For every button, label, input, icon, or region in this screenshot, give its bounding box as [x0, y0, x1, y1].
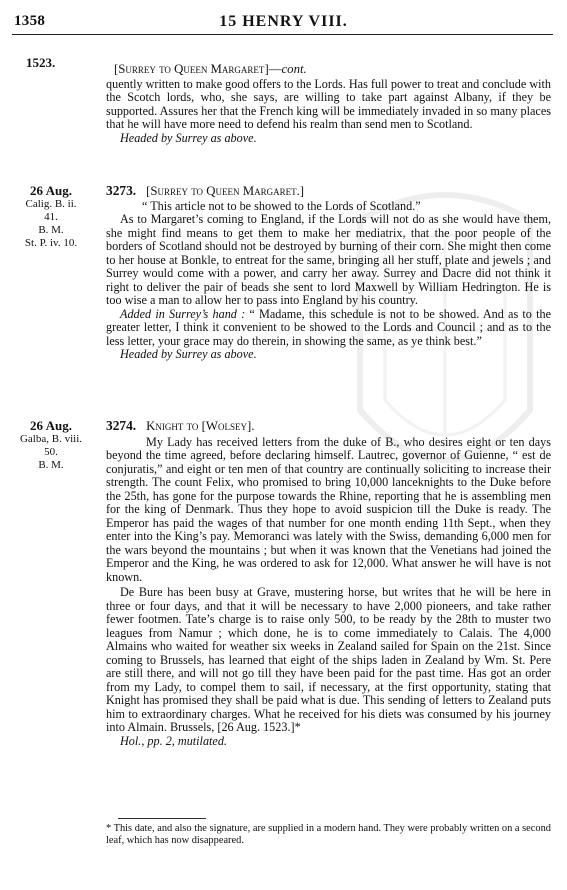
entry-3274-closing: Hol., pp. 2, mutilated.	[120, 733, 227, 748]
continued-marker: cont.	[281, 62, 307, 76]
running-title: 15 HENRY VIII.	[219, 13, 348, 30]
entry-3274-para-1: My Lady has received letters from the duke of B., who desires eight or ten days beyond the time agreed, before declaring himself. Lautrec, governor of Guienne, “ est de conjuratis,” and eight or ten men of that country are continually soliciting to increase their strength. The count Felix, who promised to bring 10,000 lanceknights to the Duke before the 25th, has gone for the purpose towards the Rhine, reporting that he is assembling men for the king of Denmark. Thus they hope to avoid suspicion till the Duke is ready. The Emperor has paid the wages of that number for one month ending 11th Sept., when they enter into the King’s pay. Memoranci was lately with the Swiss, demanding 6,000 men for the wars beyond the mountains ; but when it was known that the Venetians had joined the Emperor and the King, he was ordered to ask for 12,000. What answer he will have is not known.	[106, 434, 551, 584]
entry-3273-date: 26 Aug.	[30, 183, 72, 198]
entry-3273-sidebar	[6, 183, 96, 250]
entry-3274-para-2: De Bure has been busy at Grave, mustering horse, but writes that he will be here in three or four days, and that it will be necessary to have 2,000 pioneers, and take rather fewer footmen. Tate’s charge is to raise only 500, to be ready by the 28th to muster two leagues from Namur ; which done, he is to come immediately to Calais. The 4,000 Almains who waited for weather six weeks in Zealand sailed for Spain on the 21st. Since coming to Brussels, has learned that eight of the ships laden in Zealand by Wm. St. Pere are still there, and will not go till they have been paid for the past time. Has got an order from my Lady, to compel them to sail, if necessary, at the first opportunity, stating that Knight has promised they shall be paid what is due. This sending of letters to Zealand puts him to extraordinary charges. What he received for his diets was consumed by his journey into Almain. Brussels, [26 Aug. 1523.]*	[106, 585, 551, 734]
entry-continued-title: [Surrey to Queen Margaret]—cont.	[114, 62, 307, 76]
entry-3274-heading	[106, 419, 551, 434]
footnote-rule	[118, 818, 206, 819]
entry-3273-closing: Headed by Surrey as above.	[120, 347, 257, 361]
entry-3273-addition	[106, 308, 551, 349]
entry-continued-body: quently written to make good offers to the Lords. Has full power to treat and conclude with the Scotch lords, who, she says, are willing to take part against Albany, if they be supported. Assures her that the French king will be immediately invaded in so many places that he will have more need to defend his realm than send men to Scotland.	[106, 76, 551, 131]
year-label: 1523.	[26, 55, 56, 70]
entry-continued	[106, 63, 551, 145]
entry-3274-title: Knight to [Wolsey].	[146, 419, 255, 433]
entry-3273-title: Surrey to Queen Margaret.	[150, 184, 300, 198]
entry-3273-body: As to Margaret’s coming to England, if the Lords will not do as she would have them, she might find means to get them to make her mediatrix, that the poor people of the borders of Scotland should not be destroyed by burning of their corn. She might then come to her house at Bonkle, to entreat for the same, bringing all her stuff, plate and jewels ; and Surrey would come with a power, and carry her away. Surrey and Dacre did not think it right to deliver the pair of beads she sent to lord Maxwell by William Hedrington. He is too wise a man to allow her to pass into England by his country.	[106, 212, 551, 307]
footnote: * This date, and also the signature, are supplied in a modern hand. They were probably written on a second leaf, which has now disappeared.	[106, 823, 551, 846]
entry-continued-heading: Surrey to Queen Margaret	[118, 62, 265, 76]
entry-3274-date: 26 Aug.	[30, 418, 72, 433]
entry-continued-closing: Headed by Surrey as above.	[120, 130, 257, 145]
entry-3274-ref-2: 50.	[44, 446, 58, 458]
entry-3273	[106, 184, 551, 362]
entry-3273-added-label: Added in Surrey’s hand :	[120, 306, 246, 321]
entry-3274-sidebar	[6, 418, 96, 472]
entry-3273-note: “ This article not to be showed to the Lords of Scotland.”	[142, 198, 421, 213]
entry-3273-ref-2: 41.	[44, 211, 58, 223]
entry-3273-added-text: “ Madame, this schedule is not to be showed. And as to the greater letter, I think it convenient to be showed to the Lords and Council ; and as to the less letter, your grace may do therein, in showing the same, as ye think best.”	[106, 306, 551, 348]
entry-3273-ref-4: St. P. iv. 10.	[24, 237, 78, 249]
entry-3274	[106, 419, 551, 748]
header-rule	[12, 34, 553, 35]
entry-3273-ref-1: Calig. B. ii.	[25, 198, 77, 210]
entry-3273-heading: 3273. [Surrey to Queen Margaret.]	[106, 183, 305, 198]
entry-3273-ref-3: B. M.	[38, 224, 64, 236]
entry-3274-ref-1: Galba, B. viii.	[19, 433, 83, 445]
entry-3273-number: 3273.	[106, 183, 137, 198]
entry-3274-ref-3: B. M.	[38, 459, 64, 471]
page-number: 1358	[14, 13, 46, 29]
entry-3274-number: 3274.	[106, 418, 137, 433]
